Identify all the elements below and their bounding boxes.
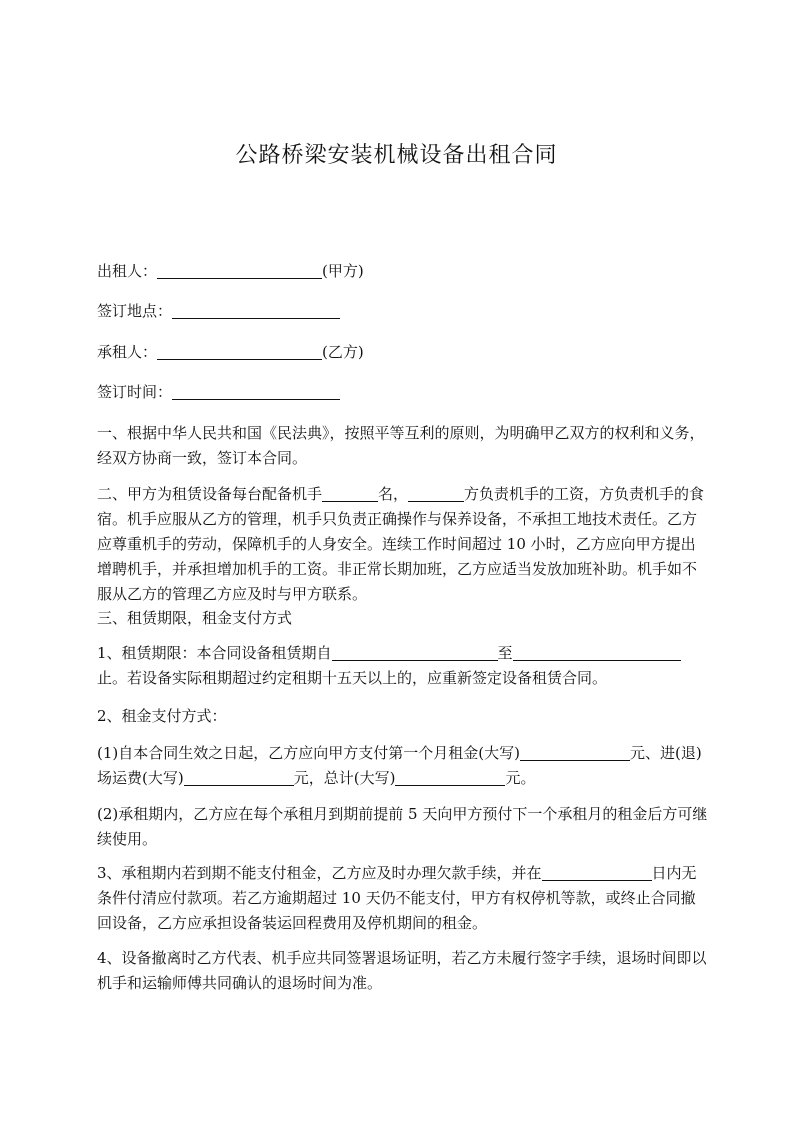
lessee-line <box>97 340 709 365</box>
clause-1: 一、根据中华人民共和国《民法典》，按照平等互利的原则，为明确甲乙双方的权利和义务，经双方协商一致，签订本合同。 <box>97 424 705 467</box>
time-line <box>97 380 709 405</box>
lessee-blank[interactable] <box>157 342 322 360</box>
lessee-label: 承租人： <box>97 343 158 361</box>
lessor-line <box>97 259 709 284</box>
item-2-1-d: 元。 <box>505 769 536 787</box>
time-blank[interactable] <box>172 382 340 400</box>
place-blank[interactable] <box>172 301 340 319</box>
freight-blank[interactable] <box>184 768 294 786</box>
item-3-a: 3、承租期内若到期不能支付租金，乙方应及时办理欠款手续，并在 <box>97 864 542 882</box>
item-2-1-c: 元，总计(大写) <box>293 769 396 787</box>
item-2-heading: 2、租金支付方式： <box>97 707 227 725</box>
item-3-b: 日内无条件付清应付款项。若乙方逾期超过 10 天仍不能支付，甲方有权停机等款，或终止合同撤回设备，乙方应承担设备装运回程费用及停机期间的租金。 <box>97 864 697 932</box>
total-blank[interactable] <box>395 768 505 786</box>
end-date-blank[interactable] <box>513 643 681 661</box>
wage-party-blank[interactable] <box>408 484 464 502</box>
clause-2-c: 方负责机手的工资，方负责机手的食宿。机手应服从乙方的管理，机手只负责正确操作与保养设备，不承担工地技术责任。乙方应尊重机手的劳动，保障机手的人身安全。连续工作时间超过 10 小时，乙方应向甲方提出增聘机手，并承担增加机手的工资。非正常长期加班，乙方应适当发放加班补助。机手如不服从乙方的管理乙方应及时与甲方联系。 <box>97 485 705 603</box>
item-3 <box>97 861 709 936</box>
lessee-suffix: (乙方) <box>322 343 364 361</box>
item-1-b: 至 <box>497 644 513 662</box>
item-4: 4、设备撤离时乙方代表、机手应共同签署退场证明，若乙方未履行签字手续，退场时间即以机手和运输师傅共同确认的退场时间为准。 <box>97 949 707 992</box>
lessor-blank[interactable] <box>157 261 322 279</box>
clause-2 <box>97 482 709 607</box>
document-title: 公路桥梁安装机械设备出租合同 <box>235 143 558 168</box>
item-1 <box>97 641 709 691</box>
payment-days-blank[interactable] <box>542 863 652 881</box>
lessor-label: 出租人： <box>97 262 158 280</box>
clause-2-b: 名， <box>378 485 409 503</box>
clause-2-a: 二、甲方为租赁设备每台配备机手 <box>97 485 323 503</box>
lessor-suffix: (甲方) <box>322 262 364 280</box>
item-1-c: 止。若设备实际租期超过约定租期十五天以上的，应重新签定设备租赁合同。 <box>97 669 608 687</box>
clause-3-heading: 三、租赁期限，租金支付方式 <box>97 609 293 627</box>
first-rent-blank[interactable] <box>520 743 630 761</box>
time-label: 签订时间： <box>97 383 173 401</box>
item-2-1 <box>97 741 709 791</box>
item-2-1-a: (1)自本合同生效之日起，乙方应向甲方支付第一个月租金(大写) <box>97 744 520 762</box>
item-2-2: (2)承租期内，乙方应在每个承租月到期前提前 5 天向甲方预付下一个承租月的租金后方可继续使用。 <box>97 805 708 848</box>
start-date-blank[interactable] <box>332 643 498 661</box>
item-2-1-b: 元、进(退)场运费(大写) <box>97 744 702 787</box>
item-1-a: 1、租赁期限：本合同设备租赁期自 <box>97 644 332 662</box>
place-label: 签订地点： <box>97 302 173 320</box>
place-line <box>97 299 709 324</box>
operator-count-blank[interactable] <box>322 484 378 502</box>
